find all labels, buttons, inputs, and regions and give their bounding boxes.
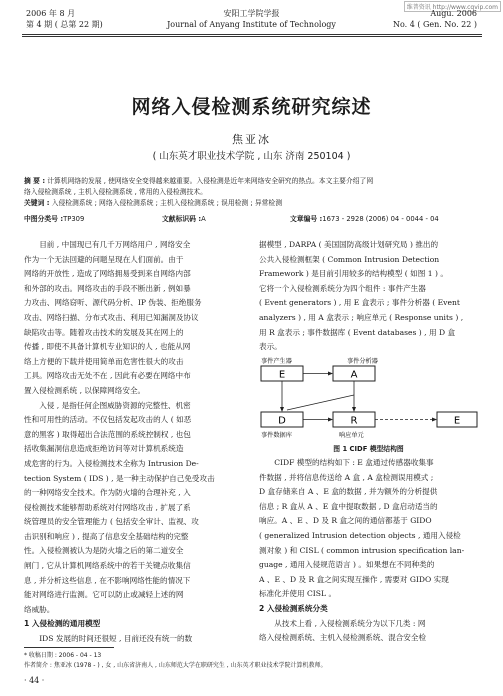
text-line: A 、E 、D 及 R 盒之间实现互操作 , 需要对 GIDO 实现 [259, 574, 449, 584]
article-value: 1673 - 2928 (2006) 04 - 0044 - 04 [322, 215, 439, 223]
arrowhead-a-r [352, 407, 356, 412]
arrowhead-e-d [280, 407, 284, 412]
footnote-bio: 作者简介 : 焦亚冰 (1978 - ) , 女 , 山东省济南人 , 山东师范大学在职研究生 , 山东英才职业技术学院计算机教师。 [24, 661, 327, 669]
text-line: 息 , 并分析这些信息 , 在不影响网络性能的情况下 [24, 575, 191, 585]
text-line: guage , 通用入侵规范语言 ) 。如果想在不同种类的 [259, 560, 435, 570]
text-line: 它将一个入侵检测系统分为四个组件 : 事件产生器 [259, 283, 426, 293]
text-line: ( generalized Intrusion detection objects , 通用入侵检 [259, 530, 461, 540]
right-paragraph-2 [259, 456, 478, 602]
text-line: 意的黑客 ) 取得超出合法范围的系统控制权 , 也包 [24, 429, 191, 439]
text-line: 闸门 , 它从计算机网络系统中的若干关键点收集信 [24, 561, 191, 571]
text-line: 络上方便的下载并使用简单而危害性很大的攻击 [24, 356, 184, 366]
text-line: 性。入侵检测被认为是防火墙之后的第二道安全 [24, 546, 184, 556]
label-event-database: 事件数据库 [261, 432, 292, 439]
clc-number [24, 213, 84, 223]
author: 焦亚冰 [232, 133, 271, 146]
text-line: 表示。 [259, 342, 282, 352]
cidf-figure [259, 355, 481, 447]
text-line: Framework ) 是目前引用较多的结构模型 ( 如图 1 ) 。 [259, 269, 448, 279]
keywords-label: 关键词 : [24, 199, 50, 208]
doc-code [162, 213, 206, 223]
text-line: 入侵 , 是指任何企图威胁资源的完整性、机密 [39, 400, 191, 410]
text-line: 用 R 盒表示 ; 事件数据库 ( Event databases ) , 用 D 盒 [259, 327, 456, 337]
label-response-unit: 响应单元 [339, 432, 364, 439]
header-issue: 第 4 期 ( 总第 22 期) [26, 20, 103, 29]
text-line: 成危害的行为。入侵检测技术全称为 Intrusion De- [24, 458, 199, 468]
right-column-lower [259, 456, 478, 646]
text-line: D 盒存储来自 A 、E 盒的数据 , 并为额外的分析提供 [259, 487, 438, 497]
right-paragraph-1 [259, 238, 478, 355]
text-line: 标准化并使用 CISL 。 [259, 589, 337, 599]
right-paragraph-3 [259, 617, 478, 646]
abstract-label: 摘 要 : [24, 177, 46, 185]
doc-label: 文献标识码 : [162, 215, 202, 223]
figure-caption: 图 1 CIDF 模型结构图 [333, 445, 404, 453]
text-line: 置入侵检测系统 , 以保障网络安全。 [24, 385, 146, 395]
text-line: 据模型 , DARPA ( 美国国防高级计划研究局 ) 推出的 [259, 240, 439, 249]
text-line: 信息 ; R 盒从 A 、E 盒中提取数据 , D 盒启动适当的 [259, 501, 438, 511]
text-line: 击识别和响应 ) , 提高了信息安全基础结构的完整 [24, 531, 189, 541]
text-line: tection System ( IDS ) , 是一种主动保护自己免受攻击 [24, 473, 215, 483]
text-line: 网络的开放性 , 造成了网络拥易受到来自网络内部 [24, 269, 191, 279]
keywords-line [24, 198, 482, 209]
clc-label: 中图分类号 : [24, 215, 64, 223]
box-a-label: A [350, 369, 358, 381]
footnote [24, 651, 484, 670]
abstract-block [24, 176, 482, 210]
text-line: 攻击、网络扫描、分布式攻击、利用已知漏洞及协议 [24, 312, 199, 322]
text-line: 件数据 , 并将信息传送给 A 盒 , A 盒检测误用模式 ; [259, 472, 434, 482]
page-number: · 44 · [24, 676, 45, 685]
doc-value: A [201, 215, 206, 223]
left-paragraph-2 [24, 399, 243, 618]
header-date-en: Augu. 2006 [430, 9, 477, 18]
text-line: IDS 发展的时间还很短 , 目前还没有统一的数 [39, 634, 193, 644]
arrowhead-r-e2 [432, 418, 437, 422]
arrowhead-e-a [328, 372, 333, 376]
text-line: 测对象 ) 和 CISL ( common intrusion specification lan- [259, 545, 465, 555]
abstract-text-1: 计算机网络的发展 , 使网络安全变得越来越重要。入侵检测是近年来网络安全研究的热点。本文主要介绍了网 [47, 177, 374, 185]
journal-name-en: Journal of Anyang Institute of Technology [167, 20, 336, 29]
abstract-line-1 [24, 176, 482, 187]
text-line: 目前 , 中国现已有几千万网络用户 , 网络安全 [39, 240, 191, 249]
text-line: 公共入侵检测框架 ( Common Intrusion Detection [259, 254, 440, 264]
text-line: ( Event generators ) , 用 E 盒表示 ; 事件分析器 ( Event [259, 298, 460, 308]
watermark: 维普资讯 http://www.cqvip.com [404, 1, 501, 12]
line-a-d [287, 395, 354, 410]
text-line: 络威胁。 [24, 604, 55, 614]
left-paragraph-3 [24, 632, 243, 647]
header-rule-2 [22, 36, 482, 37]
arrowhead-d-r [328, 418, 333, 422]
label-event-generator: 事件产生器 [261, 358, 292, 365]
article-label: 文章编号 : [290, 215, 323, 223]
article-title: 网络入侵检测系统研究综述 [131, 96, 372, 118]
header-date: 2006 年 8 月 [26, 9, 76, 18]
header-right [393, 8, 477, 30]
box-r-label: R [350, 415, 358, 427]
affiliation: ( 山东英才职业技术学院 , 山东 济南 250104 ) [152, 151, 351, 162]
text-line: 力攻击、网络窃听、源代码分析、IP 伪装、拒绝服务 [24, 298, 202, 308]
text-line: 响应。A 、E 、D 及 R 盒之间的通信都基于 GIDO [259, 516, 432, 526]
text-line: analyzers ) , 用 A 盒表示 ; 响应单元 ( Response units ) , [259, 312, 464, 322]
text-line: 从技术上看 , 入侵检测系统分为以下几类 : 网 [274, 618, 426, 628]
footnote-received: * 收稿日期 : 2006 - 04 - 13 [24, 652, 102, 659]
text-line: 括收集漏洞信息造成拒绝访问等对计算机系统造 [24, 444, 184, 454]
left-column [24, 238, 243, 647]
text-line: CIDF 模型的结构如下 : E 盒通过传感器收集事 [274, 458, 434, 467]
text-line: 作为一个无法回避的问题呈现在人们面前。由于 [24, 254, 184, 264]
box-e-label: E [278, 369, 286, 381]
keywords-text: 入侵检测系统 ; 网络入侵检测系统 ; 主机入侵检测系统 ; 误用检测 ; 异常检测 [51, 199, 283, 208]
journal-name-cn: 安阳工学院学报 [223, 9, 280, 18]
box-d-label: D [278, 415, 286, 427]
text-line: 和外部的攻击。网络攻击的手段不断出新 , 例如暴 [24, 283, 191, 293]
text-line: 缺陷攻击等。随着攻击技术的发展及其在网上的 [24, 327, 184, 337]
text-line: 络入侵检测系统、主机入侵检测系统、混合安全检 [259, 633, 427, 643]
text-line: 统管理员的安全管理能力 ( 包括安全审计、监视、攻 [24, 517, 199, 527]
text-line: 侵检测技术能够帮助系统对付网络攻击 , 扩展了系 [24, 502, 191, 512]
clc-value: TP309 [63, 215, 85, 223]
abstract-line-2: 络入侵检测系统 , 主机入侵检测系统 , 常用的入侵检测技术。 [24, 188, 207, 197]
article-number [290, 213, 439, 223]
text-line: 性和可用性的活动。不仅包括发起攻击的人 ( 如恶 [24, 415, 192, 425]
section-heading-2: 2 入侵检测系统分类 [259, 603, 328, 613]
text-line: 能对网络进行监测。它可以防止或减轻上述的网 [24, 590, 184, 600]
label-event-analyzer: 事件分析器 [347, 358, 378, 365]
header-issue-en: No. 4 ( Gen. No. 22 ) [392, 20, 477, 29]
header-rule [22, 34, 482, 35]
left-paragraph-1 [24, 238, 243, 399]
section-heading-1: 1 入侵检测的通用模型 [24, 619, 101, 629]
right-column [259, 238, 478, 355]
footnote-rule [24, 647, 114, 648]
box-e2-label: E [453, 415, 461, 427]
text-line: 传播 , 即使不具备计算机专业知识的人 , 也能从网 [24, 342, 191, 352]
text-line: 工具。网络攻击无处不在 , 因此有必要在网络中布 [24, 371, 191, 381]
text-line: 的一种网络安全技术。作为防火墙的合理补充 , 入 [24, 488, 191, 498]
